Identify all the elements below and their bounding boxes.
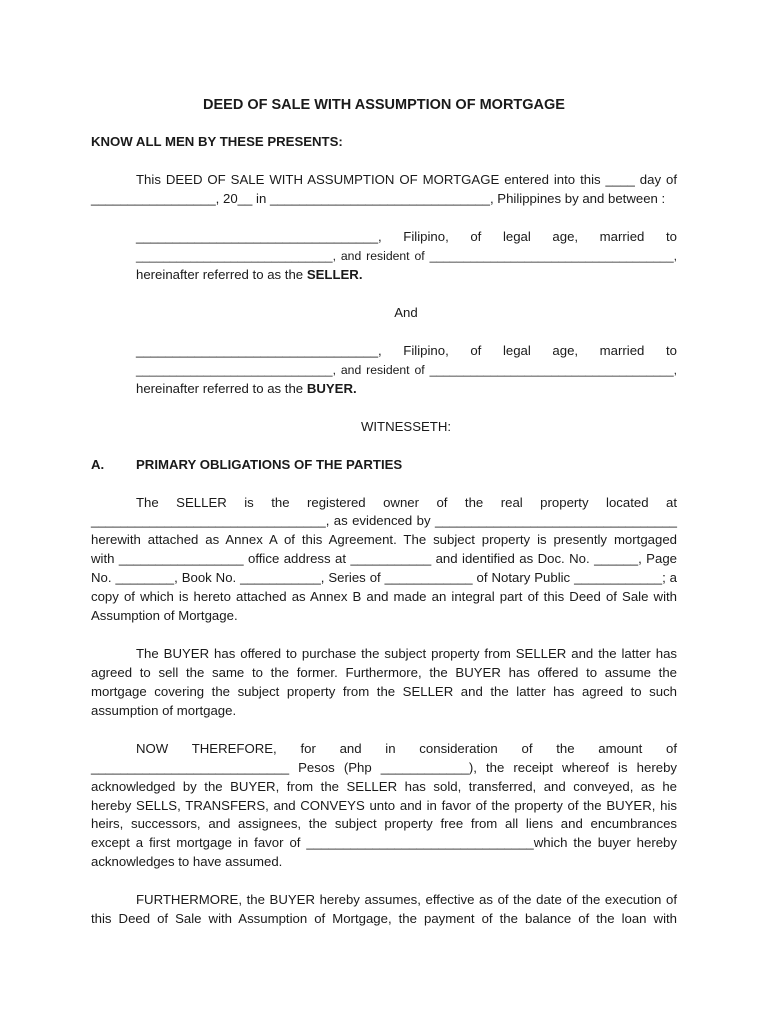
para3-line-4: hereby SELLS, TRANSFERS, and CONVEYS unto and in favor of the property of the BUYER, his (91, 798, 677, 813)
buyer-designation-text: hereinafter referred to as the (136, 381, 307, 396)
section-a-letter: A. (91, 457, 105, 472)
para1-line-3: herewith attached as Annex A of this Agreement. The subject property is presently mortgaged (91, 532, 677, 547)
seller-label: SELLER. (306, 267, 363, 282)
opening-line-1: This DEED OF SALE WITH ASSUMPTION OF MORTGAGE entered into this ____ day of (136, 172, 677, 187)
para1-line-1: The SELLER is the registered owner of the real property located at (136, 495, 677, 510)
section-a-heading: PRIMARY OBLIGATIONS OF THE PARTIES (136, 457, 403, 472)
para1-line-5: No. ________, Book No. ___________, Series of ____________ of Notary Public ____________; a (91, 570, 677, 585)
para3-line-6: except a first mortgage in favor of _______________________________which the buyer hereby (91, 835, 677, 850)
para2-line-3: mortgage covering the subject property from the SELLER and the latter has agreed to such (91, 684, 677, 699)
seller-line-1: _________________________________, Filipino, of legal age, married to (136, 229, 677, 244)
para4-line-1: FURTHERMORE, the BUYER hereby assumes, effective as of the date of the execution of (136, 892, 677, 907)
para1-line-4: with _________________ office address at ___________ and identified as Doc. No. ______, Page (91, 551, 677, 566)
para3-line-2: ___________________________ Pesos (Php ____________), the receipt whereof is hereby (91, 760, 677, 775)
opening-line-2: _________________, 20__ in ______________________________, Philippines by and between : (91, 191, 666, 206)
document-title: DEED OF SALE WITH ASSUMPTION OF MORTGAGE (203, 97, 565, 113)
seller-line-2: _____________________________, and resident of ____________________________________, (136, 249, 677, 263)
and-label: And (394, 305, 418, 320)
para4-line-2: this Deed of Sale with Assumption of Mortgage, the payment of the balance of the loan with (91, 911, 677, 926)
para1-line-2: ________________________________, as evidenced by _________________________________ (91, 513, 677, 528)
para3-line-3: acknowledged by the BUYER, from the SELLER has sold, transferred, and conveyed, as he (91, 779, 677, 794)
intro-heading: KNOW ALL MEN BY THESE PRESENTS: (91, 134, 343, 149)
para1-line-6: copy of which is hereto attached as Annex B and made an integral part of this Deed of Sale with (91, 589, 677, 604)
para3-line-7: acknowledges to have assumed. (91, 854, 283, 869)
para2-line-1: The BUYER has offered to purchase the subject property from SELLER and the latter has (136, 646, 677, 661)
buyer-label: BUYER. (306, 381, 357, 396)
para3-line-1: NOW THEREFORE, for and in consideration of the amount of (136, 741, 677, 756)
para2-line-4: assumption of mortgage. (91, 703, 237, 718)
para1-line-7: Assumption of Mortgage. (91, 608, 238, 623)
seller-line-3 (136, 266, 363, 284)
seller-designation-text: hereinafter referred to as the (136, 267, 307, 282)
buyer-line-3 (136, 380, 357, 398)
witnesseth-heading: WITNESSETH: (360, 419, 452, 434)
buyer-line-2: _____________________________, and resident of ____________________________________, (136, 363, 677, 377)
para2-line-2: agreed to sell the same to the former. Furthermore, the BUYER has offered to assume the (91, 665, 677, 680)
para3-line-5: heirs, successors, and assignees, the subject property free from all liens and encumbrances (91, 816, 677, 831)
buyer-line-1: _________________________________, Filipino, of legal age, married to (136, 343, 677, 358)
